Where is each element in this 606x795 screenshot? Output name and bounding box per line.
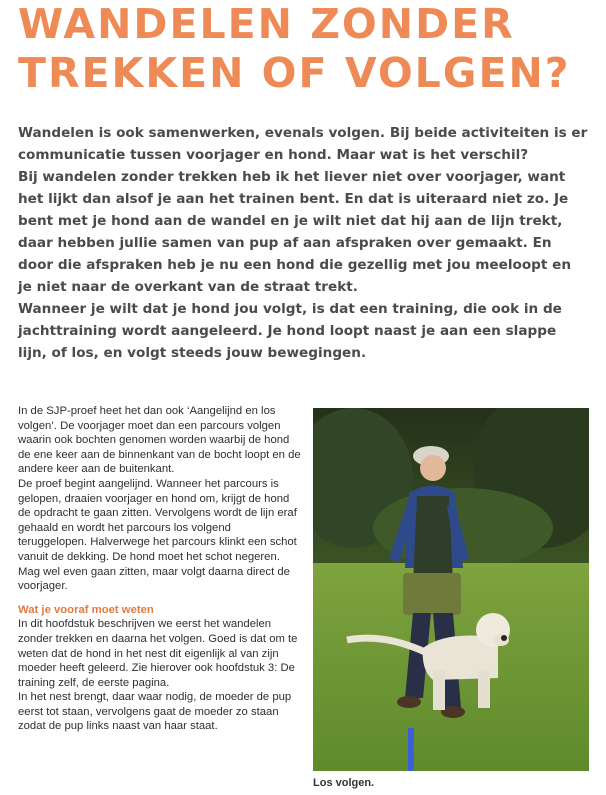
photo-woman-with-dog [313, 408, 589, 771]
intro-text [18, 122, 588, 364]
photo-illustration [313, 408, 589, 771]
body-paragraph: In dit hoofdstuk beschrijven we eerst het wandelen zonder trekken en daarna het volgen. Goed is dat om te weten dat de hond in het nest dit eigenlijk al van zijn moeder heeft geleerd. Zie hierover ook hoofdstuk 3: De training zelf, de eerste pagina. [18, 618, 298, 689]
body-paragraph: De proef begint aangelijnd. Wanneer het parcours is gelopen, draaien voorjager en hond om, krijgt de hond de opdracht te gaan zitten. Vervolgens wordt de lijn eraf gehaald en wordt het parcours los volgend teruggelopen. Halverwege het parcours klinkt een schot vanuit de dekking. De hond moet het schot negeren. Mag wel even gaan zitten, maar volgt daarna direct de voorjager. [18, 477, 297, 593]
intro-paragraph: Wandelen is ook samenwerken, evenals volgen. Bij beide activiteiten is er communicatie tussen voorjager en hond. Maar wat is het verschil? [18, 125, 588, 163]
page-title [18, 0, 598, 98]
section-subheading: Wat je vooraf moet weten [18, 603, 154, 616]
title-line-2: TREKKEN OF VOLGEN? [18, 49, 571, 97]
intro-paragraph: Bij wandelen zonder trekken heb ik het liever niet over voorjager, want het lijkt dan alsof je aan het trainen bent. En dat is uiteraard niet zo. Je bent met je hond aan de wandel en je wilt niet dat hij aan de lijn trekt, daar hebben jullie samen van pup af aan afspraken over gemaakt. En door die afspraken heb je nu een hond die gezellig met jou meeloopt en je niet naar de overkant van de straat trekt. [18, 169, 572, 295]
body-paragraph: In het nest brengt, daar waar nodig, de moeder de pup eerst tot staan, vervolgens gaat de moeder zo staan zodat de pup links naast van haar staat. [18, 691, 292, 733]
body-paragraph: In de SJP-proef heet het dan ook ‘Aangelijnd en los volgen’. De voorjager moet dan een parcours volgen waarin ook bochten genomen worden waarbij de hond de ene keer aan de binnenkant van de bocht loopt en de andere keer aan de buitenkant. [18, 405, 301, 476]
blue-marker-stake [408, 728, 414, 771]
body-column [18, 404, 303, 734]
photo-caption: Los volgen. [313, 777, 375, 789]
intro-paragraph: Wanneer je wilt dat je hond jou volgt, is dat een training, die ook in de jachttraining wordt aangeleerd. Je hond loopt naast je aan een slappe lijn, of los, en volgt steeds jouw bewegingen. [18, 301, 562, 361]
title-line-1: WANDELEN ZONDER [18, 0, 515, 48]
